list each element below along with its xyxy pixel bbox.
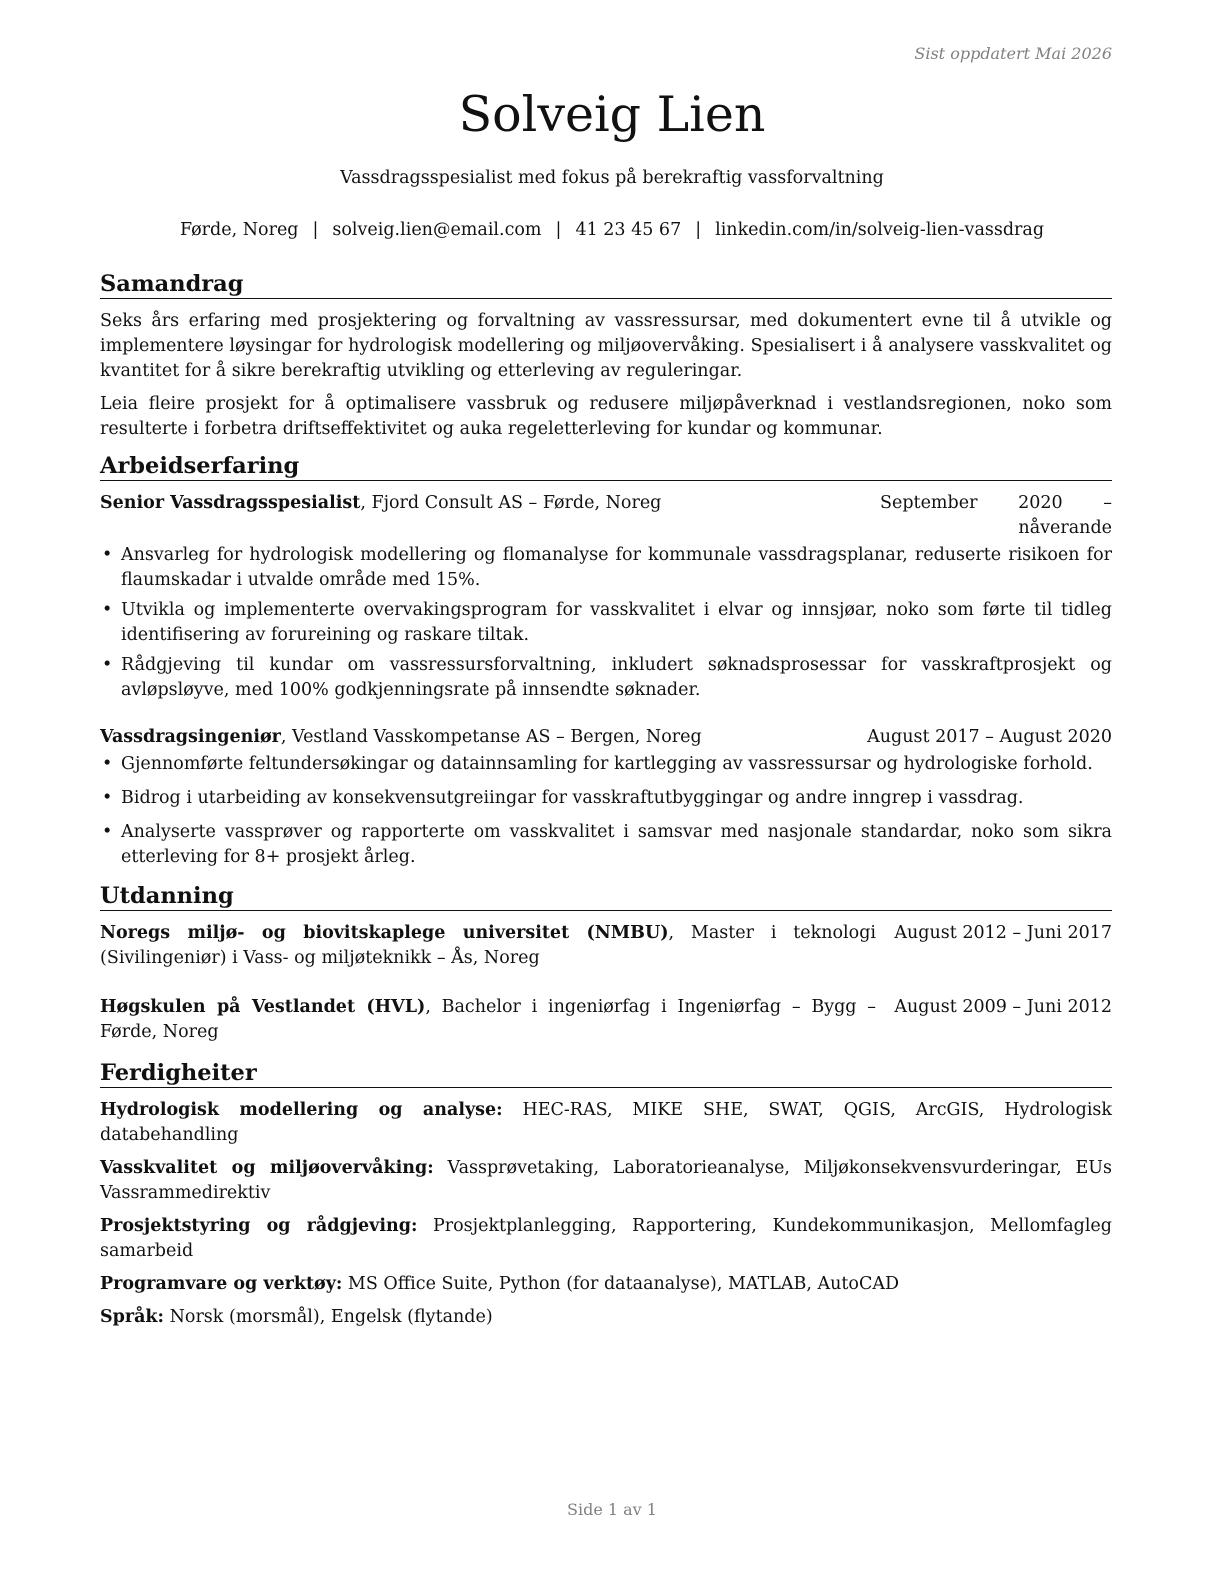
skill-label: Programvare og verktøy: bbox=[100, 1274, 343, 1294]
job-bullet: • Gjennomførte feltundersøkingar og datainnsamling for kartlegging av vassressursar og hydrologiske forhold. bbox=[100, 752, 1112, 777]
job-header bbox=[100, 725, 1112, 750]
skill-label: Prosjektstyring og rådgjeving: bbox=[100, 1216, 418, 1236]
job-role: Senior Vassdragsspesialist bbox=[100, 493, 361, 513]
contact-linkedin[interactable]: linkedin.com/in/solveig-lien-vassdrag bbox=[715, 220, 1045, 240]
education-entry bbox=[100, 995, 1112, 1045]
skill-value: Norsk (morsmål), Engelsk (flytande) bbox=[164, 1307, 493, 1327]
job-bullet: • Analyserte vassprøver og rapporterte om vasskvalitet i samsvar med nasjonale standardar, noko som sikra etterleving for 8+ prosjekt årleg. bbox=[100, 820, 1112, 870]
tagline: Vassdragsspesialist med fokus på berekraftig vassforvaltning bbox=[340, 168, 884, 188]
experience-section bbox=[100, 452, 1112, 870]
education-dates: August 2012 – Juni 2017 bbox=[894, 923, 1112, 943]
section-heading-experience: Arbeidserfaring bbox=[100, 452, 1112, 481]
contact-line bbox=[0, 220, 1224, 240]
skill-value: HEC-RAS, MIKE SHE, SWAT, QGIS, ArcGIS, Hydrologisk databehandling bbox=[100, 1100, 1112, 1145]
skill-label: Språk: bbox=[100, 1307, 165, 1327]
job-bullet: • Rådgjeving til kundar om vassressursforvaltning, inkludert søknadsprosessar for vasskraftprosjekt og avløpsløyve, med 100% godkjenningsrate på innsendte søknader. bbox=[100, 653, 1112, 703]
job-entry bbox=[100, 725, 1112, 870]
contact-phone[interactable]: 41 23 45 67 bbox=[575, 220, 682, 240]
summary-paragraph: Leia fleire prosjekt for å optimalisere vassbruk og redusere miljøpåverknad i vestlandsregionen, noko som resulterte i forbetra driftseffektivitet og auka regeletterleving for kundar og kommunar. bbox=[100, 394, 1112, 439]
job-entry bbox=[100, 491, 1112, 703]
education-section bbox=[100, 882, 1112, 1045]
contact-email[interactable]: solveig.lien@email.com bbox=[332, 220, 542, 240]
job-header bbox=[100, 491, 1112, 541]
summary-section bbox=[100, 270, 1112, 442]
section-heading-summary: Samandrag bbox=[100, 270, 1112, 299]
education-school: Noregs miljø- og biovitskaplege universitet (NMBU) bbox=[100, 923, 669, 943]
section-heading-education: Utdanning bbox=[100, 882, 1112, 911]
skill-line bbox=[100, 1214, 1112, 1264]
job-dates: September 2020 – nåverande bbox=[880, 493, 1112, 538]
education-school: Høgskulen på Vestlandet (HVL) bbox=[100, 997, 426, 1017]
education-degree: , Bachelor i ingeniørfag i Ingeniørfag – Bygg – Førde, Noreg bbox=[100, 997, 877, 1042]
skill-line bbox=[100, 1098, 1112, 1148]
job-bullets bbox=[100, 752, 1112, 870]
job-title-line bbox=[100, 725, 853, 750]
education-details bbox=[100, 921, 876, 971]
education-details bbox=[100, 995, 876, 1045]
skill-line bbox=[100, 1305, 1112, 1330]
job-title-line bbox=[100, 491, 866, 516]
job-org: , Vestland Vasskompetanse AS – Bergen, Noreg bbox=[280, 727, 702, 747]
education-degree: , Master i teknologi (Sivilingeniør) i Vass- og miljøteknikk – Ås, Noreg bbox=[100, 923, 876, 968]
contact-separator: | bbox=[312, 220, 319, 240]
skill-value: MS Office Suite, Python (for dataanalyse), MATLAB, AutoCAD bbox=[342, 1274, 900, 1294]
resume-body bbox=[100, 270, 1112, 1340]
last-updated-note: Sist oppdatert Mai 2026 bbox=[914, 44, 1112, 63]
contact-separator: | bbox=[695, 220, 702, 240]
page-number: Side 1 av 1 bbox=[567, 1500, 657, 1519]
skill-value: Prosjektplanlegging, Rapportering, Kundekommunikasjon, Mellomfagleg samarbeid bbox=[100, 1216, 1112, 1261]
skill-label: Hydrologisk modellering og analyse: bbox=[100, 1100, 503, 1120]
skill-label: Vasskvalitet og miljøovervåking: bbox=[100, 1158, 434, 1178]
job-bullet: • Bidrog i utarbeiding av konsekvensutgreiingar for vasskraftutbyggingar og andre inngrep i vassdrag. bbox=[100, 786, 1112, 811]
education-entry bbox=[100, 921, 1112, 971]
contact-location: Førde, Noreg bbox=[179, 220, 299, 240]
job-role: Vassdragsingeniør bbox=[100, 727, 281, 747]
section-heading-skills: Ferdigheiter bbox=[100, 1059, 1112, 1088]
job-bullet: • Utvikla og implementerte overvakingsprogram for vasskvalitet i elvar og innsjøar, noko som førte til tidleg identifisering av forureining og raskare tiltak. bbox=[100, 598, 1112, 648]
contact-separator: | bbox=[555, 220, 562, 240]
skill-line bbox=[100, 1156, 1112, 1206]
job-bullet: • Ansvarleg for hydrologisk modellering og flomanalyse for kommunale vassdragsplanar, reduserte risikoen for flaumskadar i utvalde område med 15%. bbox=[100, 543, 1112, 593]
candidate-name: Solveig Lien bbox=[458, 86, 766, 143]
summary-paragraph: Seks års erfaring med prosjektering og forvaltning av vassressursar, med dokumentert evne til å utvikle og implementere løysingar for hydrologisk modellering og miljøovervåking. Spesialisert i å analysere vasskvalitet og kvantitet for å sikre berekraftig utvikling og etterleving av reguleringar. bbox=[100, 311, 1112, 381]
job-org: , Fjord Consult AS – Førde, Noreg bbox=[360, 493, 662, 513]
skill-line bbox=[100, 1272, 1112, 1297]
job-bullets bbox=[100, 543, 1112, 703]
skills-section bbox=[100, 1059, 1112, 1330]
skill-value: Vassprøvetaking, Laboratorieanalyse, Miljøkonsekvensvurderingar, EUs Vassrammedirektiv bbox=[100, 1158, 1112, 1203]
job-dates: August 2017 – August 2020 bbox=[867, 727, 1112, 747]
education-dates: August 2009 – Juni 2012 bbox=[894, 997, 1112, 1017]
